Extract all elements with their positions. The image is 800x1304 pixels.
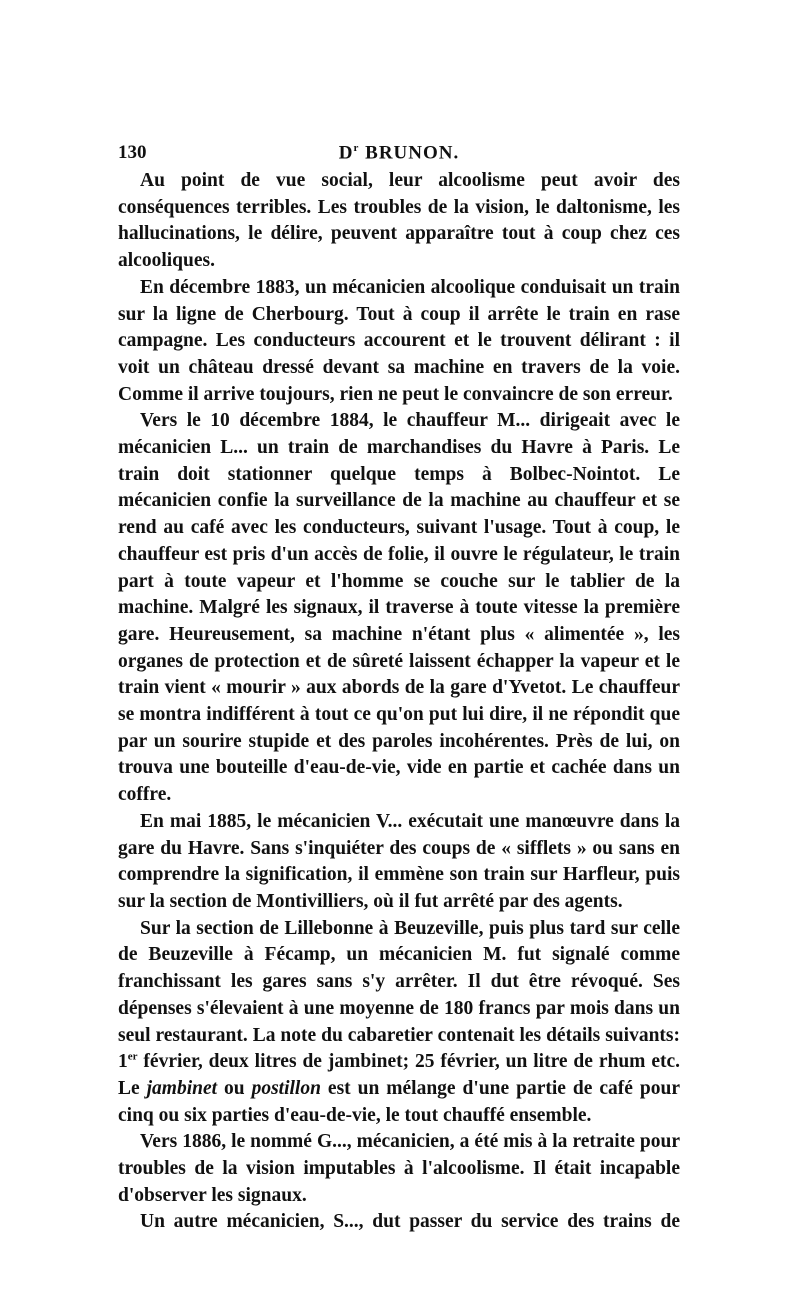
- ordinal-superscript: er: [127, 1050, 138, 1063]
- paragraph-5-part-3: ou: [217, 1077, 252, 1099]
- book-page: [118, 138, 680, 1236]
- paragraph-6: Vers 1886, le nommé G..., mécanicien, a été mis à la retraite pour troubles de la vision imputables à l'alcoolisme. Il était incapable d'observer les signaux.: [118, 1131, 680, 1206]
- paragraph-5: [118, 916, 680, 1130]
- paragraph-5-part-1: Sur la section de Lillebonne à Beuzeville, puis plus tard sur celle de Beuzeville à Fécamp, un mécanicien M. fut signalé comme franchissant les gares sans s'y arrêter. Il dut être révoqué. Ses dépenses s'élevaient à une moyenne de 180 francs par mois dans un seul restaurant. La note du cabaretier contenait les détails suivants: 1: [118, 917, 680, 1073]
- running-head: [118, 138, 680, 168]
- body-text: [118, 168, 680, 1236]
- paragraph-3: Vers le 10 décembre 1884, le chauffeur M... dirigeait avec le mécanicien L... un train de marchandises du Havre à Paris. Le train doit stationner quelque temps à Bolbec-Nointot. Le mécanicien confie la surveillance de la machine au chauffeur et se rend au café avec les conducteurs, suivant l'usage. Tout à coup, le chauffeur est pris d'un accès de folie, il ouvre le régulateur, le train part à toute vapeur et l'homme se couche sur le tablier de la machine. Malgré les signaux, il traverse à toute vitesse la première gare. Heureusement, sa machine n'étant plus « alimentée », les organes de protection et de sûreté laissent échapper la vapeur et le train vient « mourir » aux abords de la gare d'Yvetot. Le chauffeur se montra indifférent à tout ce qu'on put lui dire, il ne répondit que par un sourire stupide et des paroles incohérentes. Près de lui, on trouva une bouteille d'eau-de-vie, vide en partie et cachée dans un coffre.: [118, 410, 680, 806]
- paragraph-2: En décembre 1883, un mécanicien alcoolique conduisait un train sur la ligne de Cherbourg. Tout à coup il arrête le train en rase campagne. Les conducteurs accourent et le trouvent délirant : il voit un château dressé devant sa machine en travers de la voie. Comme il arrive toujours, rien ne peut le convaincre de son erreur.: [118, 276, 680, 405]
- paragraph-7: Un autre mécanicien, S..., dut passer du service des trains de: [140, 1211, 680, 1233]
- paragraph-1: Au point de vue social, leur alcoolisme peut avoir des conséquences terribles. Les troubles de la vision, le daltonisme, les hallucinations, le délire, peuvent apparaître tout à coup chez ces alcooliques.: [118, 170, 680, 272]
- paragraph-5-part-4: est un mélange d'une partie de café pour cinq ou six parties d'eau-de-vie, le tout chauffé ensemble.: [118, 1077, 680, 1126]
- paragraph-4: En mai 1885, le mécanicien V... exécutait une manœuvre dans la gare du Havre. Sans s'inquiéter des coups de « sifflets » ou sans en comprendre la signification, il emmène son train sur Harfleur, puis sur la section de Montivilliers, où il fut arrêté par des agents.: [118, 810, 680, 912]
- header-title-prefix: D: [338, 142, 354, 164]
- header-title-sup: r: [353, 142, 360, 154]
- term-jambinet: jambinet: [146, 1077, 218, 1099]
- page-number: 130: [118, 142, 147, 163]
- paragraph-5-part-2: février, deux litres de jambinet; 25 février, un litre de rhum etc. Le: [118, 1051, 680, 1099]
- header-title-name: BRUNON.: [359, 142, 460, 164]
- header-title: [118, 142, 680, 164]
- term-postillon: postillon: [251, 1077, 321, 1099]
